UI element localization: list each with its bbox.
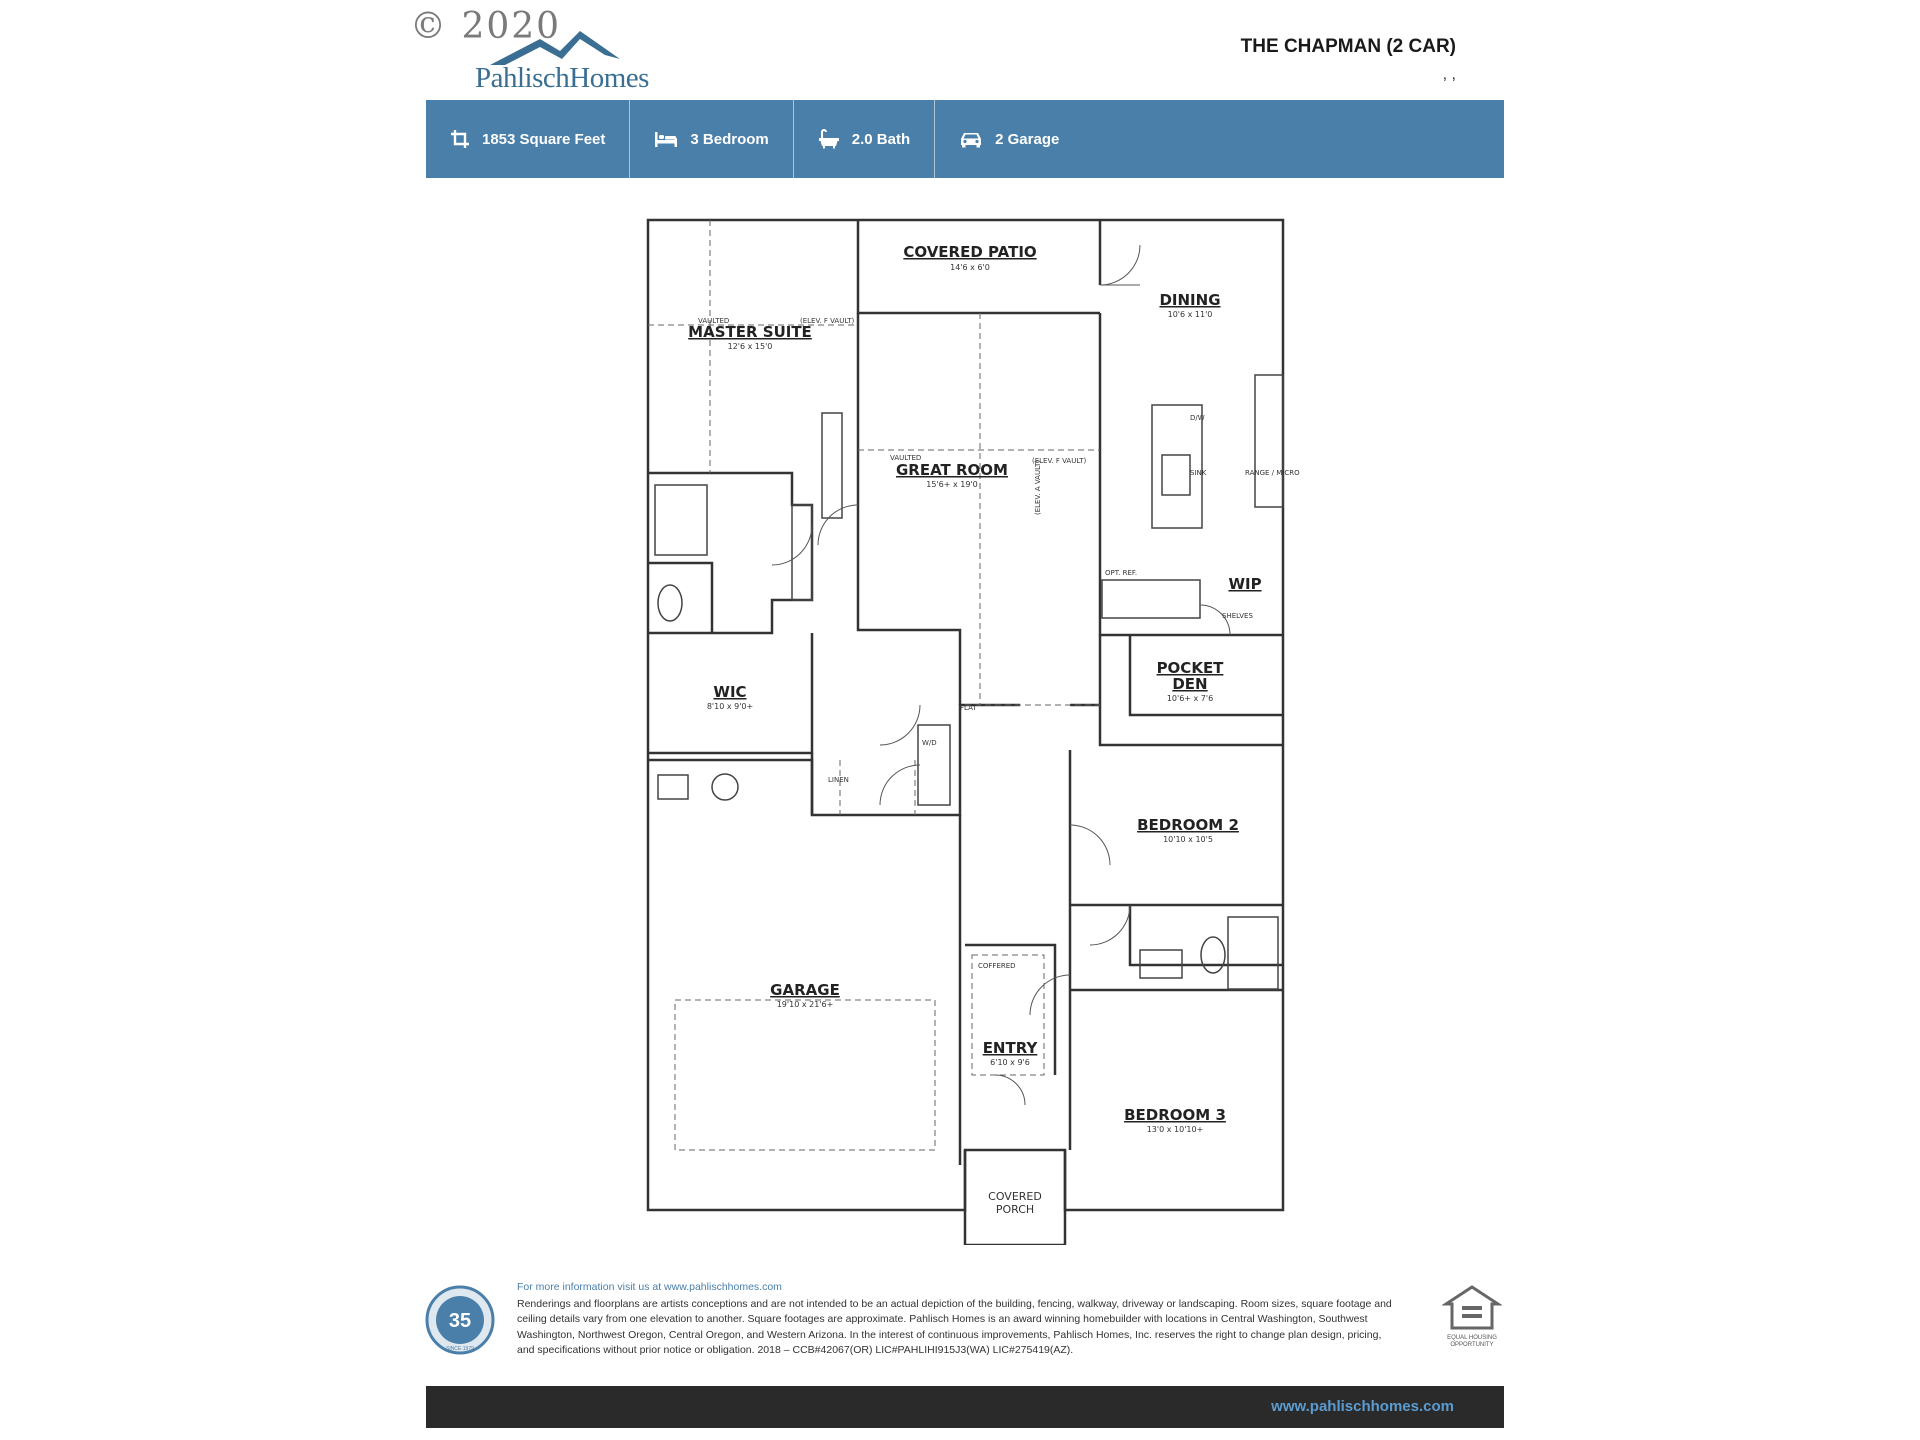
website-link[interactable]: www.pahlischhomes.com bbox=[1271, 1398, 1454, 1415]
bathtub-icon bbox=[818, 129, 840, 149]
badge-text: SINCE 1979 bbox=[446, 1346, 474, 1352]
kitchen-wall bbox=[1100, 313, 1283, 715]
linen-note: LINEN bbox=[828, 776, 849, 784]
car-icon bbox=[959, 130, 983, 148]
room-wip: WIP bbox=[1228, 575, 1262, 593]
wd-note: W/D bbox=[922, 739, 937, 747]
room-great-room-dim: 15'6+ x 19'0 bbox=[926, 480, 978, 489]
room-bedroom-3-dim: 13'0 x 10'10+ bbox=[1146, 1125, 1204, 1134]
room-bedroom-2-dim: 10'10 x 10'5 bbox=[1163, 835, 1213, 844]
bed-icon bbox=[654, 130, 678, 148]
room-wic-dim: 8'10 x 9'0+ bbox=[706, 702, 754, 711]
bath-toilet bbox=[1201, 937, 1225, 973]
floor-plan bbox=[600, 205, 1320, 1245]
sink-note: SINK bbox=[1190, 469, 1207, 477]
stat-label: 2.0 Bath bbox=[851, 130, 911, 148]
bath2-wall bbox=[1130, 905, 1283, 965]
room-covered-patio: COVERED PATIO bbox=[903, 243, 1037, 261]
great-room-vaulted-note: VAULTED bbox=[890, 454, 922, 462]
room-wic: WIC bbox=[713, 683, 747, 701]
vanity bbox=[792, 505, 812, 600]
room-great-room: GREAT ROOM bbox=[896, 461, 1008, 479]
room-bedroom-3: BEDROOM 3 bbox=[1124, 1106, 1226, 1124]
dw-note: D/W bbox=[1190, 414, 1205, 422]
master-wall bbox=[858, 313, 960, 705]
opt-ref-note: OPT. REF. bbox=[1105, 569, 1138, 577]
room-bedroom-2: BEDROOM 2 bbox=[1137, 816, 1239, 834]
furnace bbox=[712, 774, 738, 800]
bedroom2-wall bbox=[1070, 750, 1283, 965]
brand-logo-text: PahlischHomes bbox=[475, 62, 649, 94]
room-dining-dim: 10'6 x 11'0 bbox=[1167, 310, 1213, 319]
stat-garage bbox=[935, 100, 1083, 178]
great-elev-a-note: (ELEV. A VAULT) bbox=[1034, 459, 1042, 515]
washer-dryer bbox=[918, 725, 950, 805]
fireplace bbox=[822, 413, 842, 518]
sink bbox=[1162, 455, 1190, 495]
room-garage-dim: 19'10 x 21'6+ bbox=[776, 1000, 834, 1009]
great-elev-f-note: (ELEV. F VAULT) bbox=[1032, 457, 1087, 465]
garage-wall bbox=[648, 760, 960, 1165]
room-pocket-den-1: POCKET bbox=[1156, 659, 1224, 677]
eho-text: EQUAL HOUSING OPPORTUNITY bbox=[1447, 1335, 1497, 1348]
more-info-link[interactable]: For more information visit us at www.pahlischhomes.com bbox=[517, 1281, 782, 1293]
stat-label: 1853 Square Feet bbox=[482, 130, 606, 148]
kitchen-island bbox=[1152, 405, 1202, 528]
room-covered-patio-dim: 14'6 x 6'0 bbox=[950, 263, 990, 272]
range-counter bbox=[1255, 375, 1283, 507]
room-pocket-den-2: DEN bbox=[1172, 675, 1208, 693]
master-elev-f-note: (ELEV. F VAULT) bbox=[800, 317, 855, 325]
master-vaulted-note: VAULTED bbox=[698, 317, 730, 325]
counter bbox=[1102, 580, 1200, 618]
master-bath-wall bbox=[648, 473, 812, 633]
covered-porch-line1: COVERED bbox=[988, 1190, 1042, 1203]
covered-porch-line2: PORCH bbox=[995, 1203, 1035, 1216]
crop-icon bbox=[450, 129, 470, 149]
laundry-wall bbox=[812, 705, 1020, 815]
plan-subtitle: , , bbox=[1442, 66, 1456, 83]
room-garage: GARAGE bbox=[770, 981, 840, 999]
toilet bbox=[658, 585, 682, 621]
stat-bedrooms bbox=[630, 100, 793, 178]
disclaimer-text: Renderings and floorplans are artists conceptions and are not intended to be an actual depiction of the building, fencing, walkway, driveway or landscaping. Room sizes, square footage and ceiling details vary from one elevation to another. Square footages are approximate. Pahlisch Homes is an award winning homebuilder with locations in Central Washington, Southwest Washington, Northwest Oregon, Central Oregon, and Western Arizona. In the interest of continuous improvements, Pahlisch Homes, Inc. reserves the right to change plan design, pricing, and specifications without prior notice or obligation. 2018 – CCB#42067(OR) LIC#PAHLIHI915J3(WA) LIC#275419(AZ). bbox=[517, 1297, 1392, 1356]
badge-number: 35 bbox=[448, 1310, 472, 1332]
copyright-watermark: © 2020 bbox=[410, 6, 562, 47]
room-dining: DINING bbox=[1159, 291, 1221, 309]
room-master-suite-dim: 12'6 x 15'0 bbox=[727, 342, 773, 351]
wip-shelves-note: SHELVES bbox=[1222, 612, 1253, 620]
room-entry: ENTRY bbox=[982, 1039, 1038, 1057]
room-entry-dim: 6'10 x 9'6 bbox=[990, 1058, 1030, 1067]
stats-bar bbox=[426, 100, 1504, 178]
stat-label: 3 Bedroom bbox=[690, 130, 769, 148]
disclaimer bbox=[517, 1280, 1397, 1359]
equal-housing-logo bbox=[1438, 1284, 1506, 1354]
anniversary-badge-icon bbox=[424, 1284, 496, 1356]
room-master-suite: MASTER SUITE bbox=[688, 323, 812, 341]
plan-title: THE CHAPMAN (2 CAR) bbox=[1240, 36, 1456, 57]
flat-note: FLAT bbox=[960, 704, 977, 712]
room-pocket-den-dim: 10'6+ x 7'6 bbox=[1166, 694, 1214, 703]
shower bbox=[655, 485, 707, 555]
stat-label: 2 Garage bbox=[995, 130, 1060, 148]
floor-plan-drawing bbox=[600, 205, 1320, 1245]
stat-baths bbox=[794, 100, 935, 178]
range-note: RANGE / MICRO bbox=[1245, 469, 1300, 477]
bathtub bbox=[1228, 917, 1278, 989]
stat-square-feet bbox=[426, 100, 630, 178]
house-icon bbox=[1442, 1284, 1502, 1330]
toilet-wall bbox=[648, 563, 712, 633]
entry-coffered-note: COFFERED bbox=[978, 962, 1016, 970]
footer-bar bbox=[426, 1386, 1504, 1428]
water-heater bbox=[658, 775, 688, 799]
